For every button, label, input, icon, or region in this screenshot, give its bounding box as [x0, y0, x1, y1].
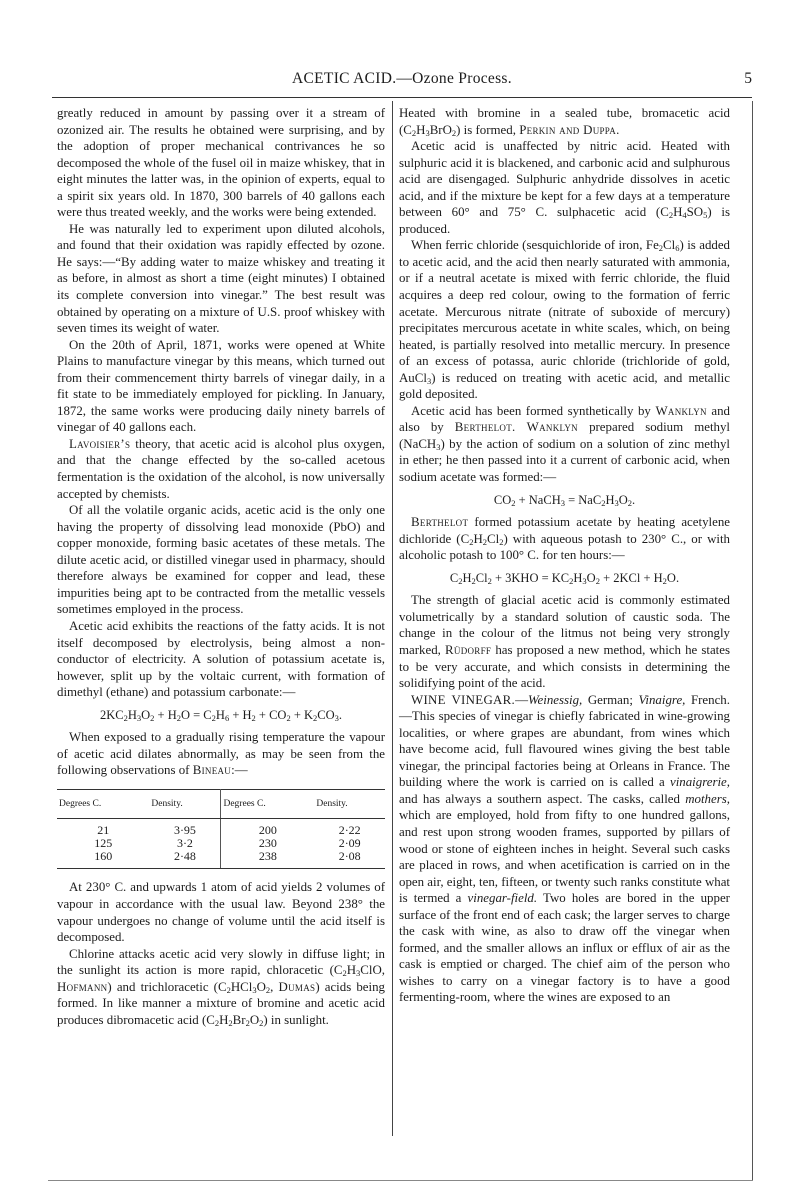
- column-divider: [392, 101, 393, 1136]
- table-header: Density.: [314, 789, 385, 819]
- table-header: Density.: [149, 789, 221, 819]
- paragraph: When exposed to a gradually rising temperature the vapour of acetic acid dilates abnormally, as may be seen from the following observations of Bineau:—: [57, 730, 385, 778]
- table-header: Degrees C.: [57, 789, 149, 819]
- right-column: [399, 105, 730, 1006]
- paragraph: greatly reduced in amount by passing over it a stream of ozonized air. The results he obtained were surprising, and by the adoption of proper mechanical contrivances he so decomposed the whole of the fusel oil in maize whiskey, that in eight minutes the latter was, in the opinion of experts, equal to a spirit six years old. In 1870, 300 barrels of 40 gallons each were thus treated weekly, and the works were being extended.: [57, 106, 385, 220]
- header-rule: [52, 97, 752, 98]
- table-cell: 2·48: [149, 850, 221, 869]
- paragraph: When ferric chloride (sesquichloride of iron, $Fe_2Cl_6$) is added to acetic acid, and the acid then nearly saturated with ammonia, or if a neutral acetate is mixed with ferric chloride, the fluid acquires a deep red colour, owing to the formation of ferric acetate. Mercurous nitrate (nitrate of suboxide of mercury) precipitates mercurous acetate in white scales, which, on being heated, is partially resolved into metallic mercury. In presence of an excess of potassa, auric chloride (trichloride of gold, AuCl$_3$) is reduced on treating with acetic acid, and metallic gold deposited.: [399, 238, 730, 402]
- paragraph: Acetic acid has been formed synthetically by Wanklyn and also by Berthelot. Wanklyn prepared sodium methyl (NaCH$_3$) by the action of sodium on a solution of zinc methyl in ether; he then passed into it a current of carbonic acid, when sodium acetate was formed:—: [399, 403, 731, 485]
- paragraph: Heated with bromine in a sealed tube, bromacetic acid $(C_2H_3BrO_2)$ is formed, Perkin and Duppa.: [399, 106, 730, 138]
- paragraph: Acetic acid exhibits the reactions of the fatty acids. It is not itself decomposed by electrolysis, being almost a non-conductor of electricity. A solution of potassium acetate is, however, split up by the voltaic current, with formation of dimethyl (ethane) and potassium carbonate:—: [57, 618, 385, 700]
- author-name: Perkin and Duppa.: [519, 122, 620, 137]
- density-table: [57, 789, 385, 870]
- author-name: Wanklyn: [655, 403, 707, 418]
- paragraph: He was naturally led to experiment upon diluted alcohols, and found that their oxidation was rapidly effected by ozone. He says:—“By adding water to maize whiskey and treating it as before, in almost as short a time (eight minutes) I obtained its complete conversion into vinegar.” The best result was obtained by operating on a mixture of U.S. proof whiskey with seven times its weight of water.: [57, 221, 385, 336]
- table-cell: 2·09: [338, 836, 361, 851]
- author-name: Berthelot: [411, 515, 469, 530]
- author-name: Wanklyn: [526, 420, 578, 435]
- table-cell: 238: [221, 850, 314, 869]
- paragraph: Of all the volatile organic acids, acetic acid is the only one having the property of dissolving lead monoxide (PbO) and copper monoxide, forming basic acetates of these metals. The dilute acetic acid, or distilled vinegar used in pharmacy, should therefore always be examined for copper and lead, these impurities being apt to be contracted from the metallic vessels sometimes employed in the process.: [57, 503, 385, 617]
- table-cell: 2·08: [314, 850, 385, 869]
- paragraph: On the 20th of April, 1871, works were opened at White Plains to manufacture vinegar by this means, which turned out from their commencement thirty barrels of vinegar daily, in a fit state to be immediately employed for pickling. In January, 1872, the same works were producing daily ninety barrels of vinegar of 40 gallons each.: [57, 337, 385, 435]
- bottom-margin-line: [48, 1180, 753, 1181]
- table-cell: 2·22: [338, 823, 361, 838]
- table-cell: 21: [97, 823, 110, 838]
- paragraph: Acetic acid is unaffected by nitric acid. Heated with sulphuric acid it is blackened, and carbonic acid and sulphurous acid are disengaged. Sulphuric anhydride dissolves in acetic acid, and if the mixture be kept for a few days at a temperature between 60° and 75° C. sulphacetic acid $(C_2H_4SO_5)$ is produced.: [399, 139, 730, 236]
- running-title: ACETIC ACID.—Ozone Process.: [292, 70, 512, 87]
- paragraph: At 230° C. and upwards 1 atom of acid yields 2 volumes of vapour in accordance with the usual law. Beyond 238° the vapour undergoes no change of volume until the acid itself is decomposed.: [57, 880, 385, 945]
- paragraph: Chlorine attacks acetic acid very slowly in diffuse light; in the sunlight its action is more rapid, chloracetic ($C_2H_3ClO$, Hofmann) and trichloracetic ($C_2HCl_3O_2$, Dumas) acids being formed. In like manner a mixture of bromine and acetic acid produces dibromacetic acid $(C_2H_2Br_2O_2)$ in sunlight.: [57, 946, 385, 1028]
- table-cell: 160: [57, 850, 149, 869]
- right-margin-line: [752, 101, 753, 1181]
- author-name: Lavoisier’s: [69, 436, 131, 451]
- paragraph: Lavoisier’s theory, that acetic acid is alcohol plus oxygen, and that the change effected by the so-called acetous fermentation is the oxidation of the alcohol, is now universally accepted by chemists.: [57, 436, 385, 501]
- equation-electrolysis: $2KC_2H_3O_2 + H_2O = C_2H_6 + H_2 + CO_2 + K_2CO_3$.: [99, 707, 343, 723]
- paragraph: Berthelot formed potassium acetate by heating acetylene dichloride $(C_2H_2Cl_2)$ with aqueous potash to 230° C., or with alcoholic potash to 100° C. for ten hours:—: [399, 515, 730, 563]
- author-name: Bineau: [192, 763, 232, 778]
- table-cell: 3·95: [149, 819, 221, 838]
- paragraph: The strength of glacial acetic acid is commonly estimated volumetrically by a standard solution of caustic soda. The change in the colour of the litmus not being very strongly marked, Rüdorff has proposed a new method, which he states to be very accurate, and which consists in determining the solidifying point of the acid.: [399, 593, 730, 691]
- equation-potassium-acetate: $C_2H_2Cl_2 + 3KHO = KC_2H_3O_2 + 2KCl + H_2O$.: [449, 570, 680, 586]
- table-row: [57, 819, 385, 838]
- section-heading: WINE VINEGAR.: [411, 692, 516, 707]
- paragraph: WINE VINEGAR.—Weinessig, German; Vinaigre, French.—This species of vinegar is chiefly fabricated in wine-growing localities, or where grapes are abundant, from wines which have become acid, full flavoured wines giving the best table vinegar, the principal factories being at Orleans in France. The building where the work is carried on is called a vinaigrerie, and has always a southern aspect. The casks, called mothers, which are employed, hold from fifty to one hundred gallons, and rest upon strong wooden frames, supported by pillars of wood or stone of eighteen inches in height. Several such casks are placed in rows, and when acetification is carried on in the open air, eight, ten, fifteen, or twenty such ranks constitute what is termed a vinegar-field. Two holes are bored in the upper surface of the front end of each cask; the larger serves to charge the cask with wine, as also to draw off the vinegar when formed, and the smaller allows an influx or efflux of air as the cask is emptied or charged. The chief aim of the person who wishes to carry on a vinegar factory is to have a good fermenting-room, where the wines are exposed to an: [399, 692, 730, 1005]
- author-name: Rüdorff: [445, 642, 492, 657]
- left-column: [57, 105, 385, 1028]
- table-row: [57, 850, 385, 869]
- page-number: 5: [744, 70, 752, 87]
- author-name: Berthelot.: [454, 420, 516, 435]
- table-cell: 230: [258, 836, 277, 851]
- table-cell: 200: [258, 823, 277, 838]
- author-name: Dumas: [278, 979, 316, 994]
- page-header: [52, 58, 752, 98]
- equation-sodium-acetate: $CO_2$ + NaCH$_3$ = $NaC_2H_3O_2$.: [493, 492, 636, 508]
- table-cell: 3·2: [149, 837, 221, 850]
- author-name: Hofmann: [57, 979, 108, 994]
- table-header: Degrees C.: [221, 789, 314, 819]
- table-cell: 125: [94, 836, 113, 851]
